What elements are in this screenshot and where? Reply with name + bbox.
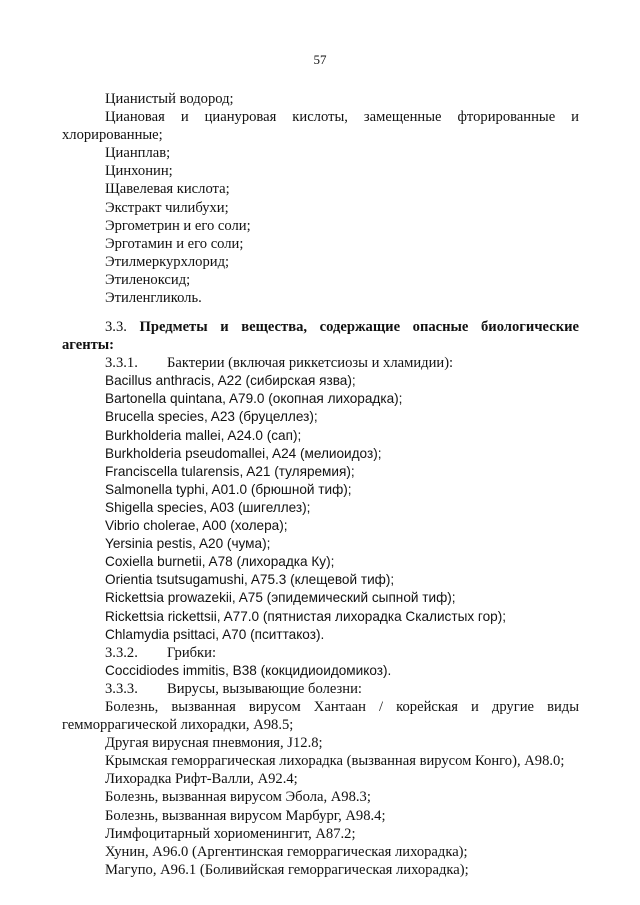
list-item: Щавелевая кислота;: [105, 181, 230, 198]
chemicals-list: [62, 90, 579, 307]
list-item: Vibrio cholerae, A00 (холера);: [105, 518, 288, 534]
subsection-heading-fungi: [62, 644, 579, 662]
subsection-title: Грибки:: [167, 644, 217, 661]
list-item: Болезнь, вызванная вирусом Хантаан / корейская и другие виды: [105, 698, 579, 715]
list-item: Болезнь, вызванная вирусом Марбург, A98.4;: [105, 807, 386, 824]
list-item: Болезнь, вызванная вирусом Эбола, A98.3;: [105, 789, 371, 806]
list-item: Экстракт чилибухи;: [105, 199, 229, 216]
list-item: Franciscella tularensis, A21 (туляремия);: [105, 463, 355, 479]
subsection-number: 3.3.3.: [105, 680, 138, 697]
page-number: 57: [313, 52, 327, 67]
list-item: Brucella species, A23 (бруцеллез);: [105, 409, 318, 425]
list-item-continuation: гемморрагической лихорадки, A98.5;: [62, 717, 294, 734]
list-item: Bartonella quintana, A79.0 (окопная лихорадка);: [105, 391, 403, 407]
section-heading: [62, 318, 579, 336]
subsection-title: Бактерии (включая риккетсиозы и хламидии):: [167, 355, 454, 372]
list-item: Salmonella typhi, A01.0 (брюшной тиф);: [105, 481, 352, 497]
list-item: Лимфоцитарный хориоменингит, A87.2;: [105, 825, 356, 842]
list-item: Лихорадка Рифт-Валли, A92.4;: [105, 771, 298, 788]
list-item: Цианистый водород;: [105, 91, 234, 107]
list-item-continuation: хлорированные;: [62, 127, 163, 144]
subsection-title: Вирусы, вызывающие болезни:: [167, 680, 362, 697]
subsection-number: 3.3.1.: [105, 355, 138, 372]
list-item: Этиленоксид;: [105, 271, 191, 288]
subsection-heading-viruses: [62, 680, 579, 698]
list-item: Хунин, A96.0 (Аргентинская геморрагическая лихорадка);: [105, 843, 468, 860]
list-item: Orientia tsutsugamushi, A75.3 (клещевой тиф);: [105, 572, 395, 588]
list-item: Coccidiodes immitis, B38 (кокцидиоидомикоз).: [105, 662, 392, 678]
list-item: Coxiella burnetii, A78 (лихорадка Ку);: [105, 554, 335, 570]
list-item: Rickettsia rickettsii, A77.0 (пятнистая лихорадка Скалистых гор);: [105, 608, 507, 624]
subsection-number: 3.3.2.: [105, 644, 138, 661]
list-item: Крымская геморрагическая лихорадка (вызванная вирусом Конго), A98.0;: [105, 753, 565, 770]
section-3-3: [62, 318, 579, 879]
list-item: Магупо, A96.1 (Боливийская геморрагическая лихорадка);: [105, 861, 469, 878]
section-title: Предметы и вещества, содержащие опасные биологические: [139, 319, 579, 335]
list-item: Shigella species, A03 (шигеллез);: [105, 499, 311, 515]
section-number: 3.3.: [105, 319, 127, 335]
list-item: Эрготамин и его соли;: [105, 235, 244, 252]
list-item: Burkholderia pseudomallei, A24 (мелиоидоз);: [105, 445, 382, 461]
list-item: Yersinia pestis, A20 (чума);: [105, 536, 271, 552]
list-item: Циановая и циануровая кислоты, замещенные фторированные и: [105, 109, 579, 126]
list-item: Цинхонин;: [105, 163, 173, 180]
list-item: Цианплав;: [105, 145, 171, 162]
subsection-heading-bacteria: [62, 354, 579, 372]
list-item: Rickettsia prowazekii, A75 (эпидемический сыпной тиф);: [105, 590, 456, 606]
list-item: Эргометрин и его соли;: [105, 217, 251, 234]
list-item: Другая вирусная пневмония, J12.8;: [105, 735, 323, 752]
list-item: Этилмеркурхлорид;: [105, 253, 230, 270]
section-title-continuation: агенты:: [62, 337, 115, 354]
list-item: Chlamydia psittaci, A70 (пситтакоз).: [105, 626, 325, 642]
list-item: Этиленгликоль.: [105, 290, 202, 307]
list-item: Burkholderia mallei, A24.0 (сап);: [105, 427, 302, 443]
list-item: Bacillus anthracis, A22 (сибирская язва);: [105, 373, 356, 389]
